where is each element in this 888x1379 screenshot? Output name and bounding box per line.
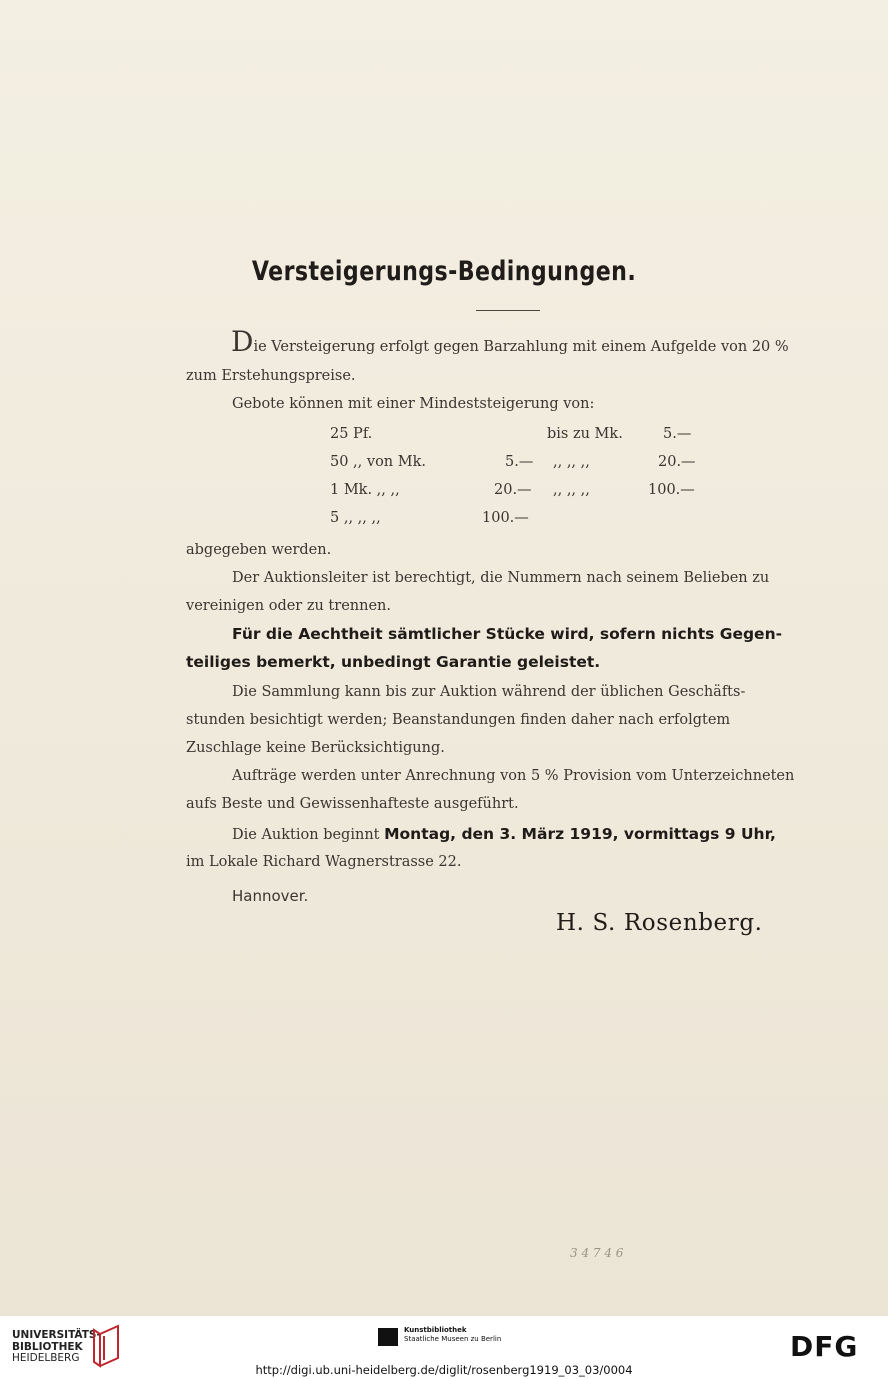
table-row-2-col2: 5.—: [505, 454, 534, 470]
para3-line2: vereinigen oder zu trennen.: [186, 598, 391, 614]
para5-line1: Die Sammlung kann bis zur Auktion während der üblichen Geschäfts-: [232, 684, 746, 700]
table-row-2-col1: 50 ,, von Mk.: [330, 454, 426, 470]
table-row-2-col3: ,, ,, ,,: [553, 454, 590, 470]
table-row-1-col1: 25 Pf.: [330, 426, 373, 442]
table-row-4-col1: 5 ,, ,, ,,: [330, 510, 381, 526]
para2-end: abgegeben werden.: [186, 542, 332, 558]
place: Hannover.: [232, 887, 309, 905]
guarantee-line2: teiliges bemerkt, unbedingt Garantie geleistet.: [186, 653, 601, 671]
auction-date: Montag, den 3. März 1919, vormittags 9 Uhr,: [384, 825, 776, 843]
para7-line2: im Lokale Richard Wagnerstrasse 22.: [186, 854, 462, 870]
kb-line1: Kunstbibliothek: [404, 1326, 467, 1334]
para6-line1: Aufträge werden unter Anrechnung von 5 % Provision vom Unterzeichneten: [232, 768, 795, 784]
para5-line3: Zuschlage keine Berücksichtigung.: [186, 740, 445, 756]
table-row-2-col4: 20.—: [658, 454, 696, 470]
dfg-logo: DFG: [790, 1330, 859, 1363]
ub-line1: UNIVERSITÄTS-: [12, 1329, 101, 1341]
table-row-3-col1: 1 Mk. ,, ,,: [330, 482, 400, 498]
table-row-3-col3: ,, ,, ,,: [553, 482, 590, 498]
ub-line3: HEIDELBERG: [12, 1352, 80, 1364]
para1-line2: zum Erstehungspreise.: [186, 368, 356, 384]
signature: H. S. Rosenberg.: [556, 910, 763, 936]
dropcap: D: [231, 325, 254, 358]
para7-line1: [232, 820, 776, 850]
source-url-link[interactable]: http://digi.ub.uni-heidelberg.de/diglit/rosenberg1919_03_03/0004: [255, 1363, 633, 1377]
para1-line1: ie Versteigerung erfolgt gegen Barzahlung mit einem Aufgelde von 20 %: [253, 339, 789, 355]
guarantee-line1: Für die Aechtheit sämtlicher Stücke wird, sofern nichts Gegen-: [232, 625, 783, 643]
table-row-3-col2: 20.—: [494, 482, 532, 498]
table-row-1-col3: bis zu Mk.: [547, 426, 623, 442]
para7-line1-start: Die Auktion beginnt: [232, 827, 385, 843]
ub-line2: BIBLIOTHEK: [12, 1340, 83, 1353]
table-row-4-col2: 100.—: [482, 510, 529, 526]
table-row-3-col4: 100.—: [648, 482, 695, 498]
kunstbibliothek-text: [404, 1326, 501, 1344]
kb-line2: Staatliche Museen zu Berlin: [404, 1335, 502, 1343]
page-title: Versteigerungs-Bedingungen.: [251, 256, 637, 287]
para6-line2: aufs Beste und Gewissenhafteste ausgeführt.: [186, 796, 519, 812]
title-rule: [476, 310, 540, 311]
paragraph-intro: [231, 325, 841, 362]
ub-heidelberg-logo-icon: [88, 1322, 124, 1368]
para5-line2: stunden besichtigt werden; Beanstandungen finden daher nach erfolgtem: [186, 712, 731, 728]
table-row-1-col4: 5.—: [663, 426, 692, 442]
kunstbibliothek-logo-icon: [378, 1328, 398, 1346]
para3-line1: Der Auktionsleiter ist berechtigt, die Nummern nach seinem Belieben zu: [232, 570, 770, 586]
para2-intro: Gebote können mit einer Mindeststeigerung von:: [232, 396, 595, 412]
pencil-note: 3 4 7 4 6: [570, 1246, 624, 1260]
